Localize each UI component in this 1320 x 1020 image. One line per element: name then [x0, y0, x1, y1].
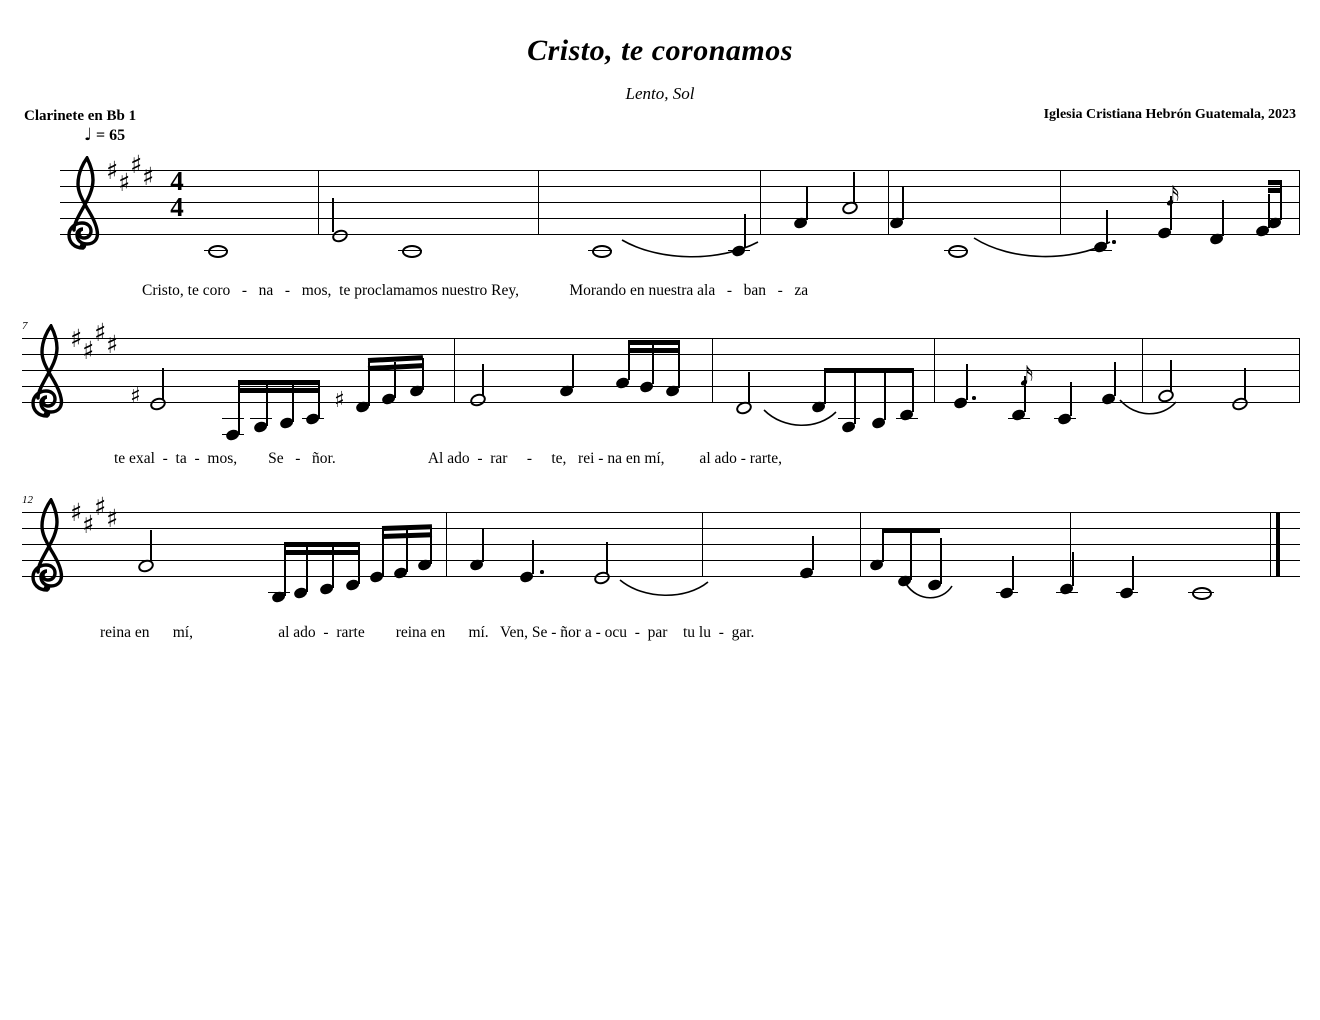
barline: [1299, 170, 1300, 235]
sharp-accidental: ♯: [334, 388, 345, 413]
lyrics-line-1: Cristo, te coro - na - mos, te proclamamos nuestro Rey, Morando en nuestra ala - ban - za: [142, 282, 809, 299]
note-head: [208, 245, 228, 258]
slur: [972, 236, 1112, 264]
note-head: [592, 570, 611, 587]
note-head: [592, 245, 612, 258]
note-head: [1230, 396, 1249, 413]
barline: [1270, 512, 1271, 577]
barline: [1299, 338, 1300, 403]
treble-clef-icon: [30, 498, 64, 594]
barline: [318, 170, 319, 235]
note-head: [148, 396, 167, 413]
slur: [618, 578, 710, 602]
barline: [760, 170, 761, 235]
slur: [620, 238, 760, 264]
note-head: [468, 392, 487, 409]
instrument-name: Clarinete en Bb 1: [24, 108, 137, 124]
barline: [860, 512, 861, 577]
barline: [934, 338, 935, 403]
barline: [1142, 338, 1143, 403]
note-head: [948, 245, 968, 258]
system-1: ♯ ♯ ♯ ♯ 4 4 𝅘𝅥𝅯 Cristo, te coro - na - mos, te proclamamos nuestro Rey, Morando en nuestra ala - ban - za: [60, 170, 1300, 280]
barline: [454, 338, 455, 403]
page-title: Cristo, te coronamos: [527, 34, 793, 67]
treble-clef-icon: [30, 324, 64, 420]
system-3: 12 ♯ ♯ ♯ ♯ reina en mí, al ado - rarte reina en mí. Ven, Se - ñor a - ocu - par tu lu - gar.: [22, 512, 1300, 622]
tempo-marking: [84, 125, 125, 145]
system-2: 7 ♯ ♯ ♯ ♯ ♯ ♯ 𝅘𝅥𝅯 te exal - ta - mos, Se - ñor. Al ado - rar - te, rei - na en mí, al ado - rarte,: [22, 338, 1300, 448]
note-head: [402, 245, 422, 258]
lyrics-line-3: reina en mí, al ado - rarte reina en mí. Ven, Se - ñor a - ocu - par tu lu - gar.: [100, 624, 755, 641]
time-signature: [164, 168, 190, 220]
barline: [1060, 170, 1061, 235]
barline: [538, 170, 539, 235]
barline: [446, 512, 447, 577]
measure-number: 12: [22, 494, 33, 506]
time-signature-denominator: 4: [170, 192, 184, 222]
barline: [1070, 512, 1071, 577]
sharp-accidental: ♯: [130, 384, 141, 409]
tempo-value: = 65: [96, 127, 126, 144]
slur: [1118, 398, 1178, 420]
page-subtitle: Lento, Sol: [625, 84, 695, 103]
note-head: [1192, 587, 1212, 600]
time-signature-numerator: 4: [170, 166, 184, 196]
slur: [904, 582, 954, 604]
final-barline: [1276, 512, 1280, 577]
quarter-note-icon: ♩: [84, 125, 93, 145]
treble-clef-icon: [66, 156, 100, 252]
barline: [702, 512, 703, 577]
measure-number: 7: [22, 320, 28, 332]
barline: [888, 170, 889, 235]
slur: [762, 408, 838, 432]
lyrics-line-2: te exal - ta - mos, Se - ñor. Al ado - rar - te, rei - na en mí, al ado - rarte,: [114, 450, 783, 467]
barline: [712, 338, 713, 403]
composer-credit: Iglesia Cristiana Hebrón Guatemala, 2023: [1043, 107, 1296, 122]
